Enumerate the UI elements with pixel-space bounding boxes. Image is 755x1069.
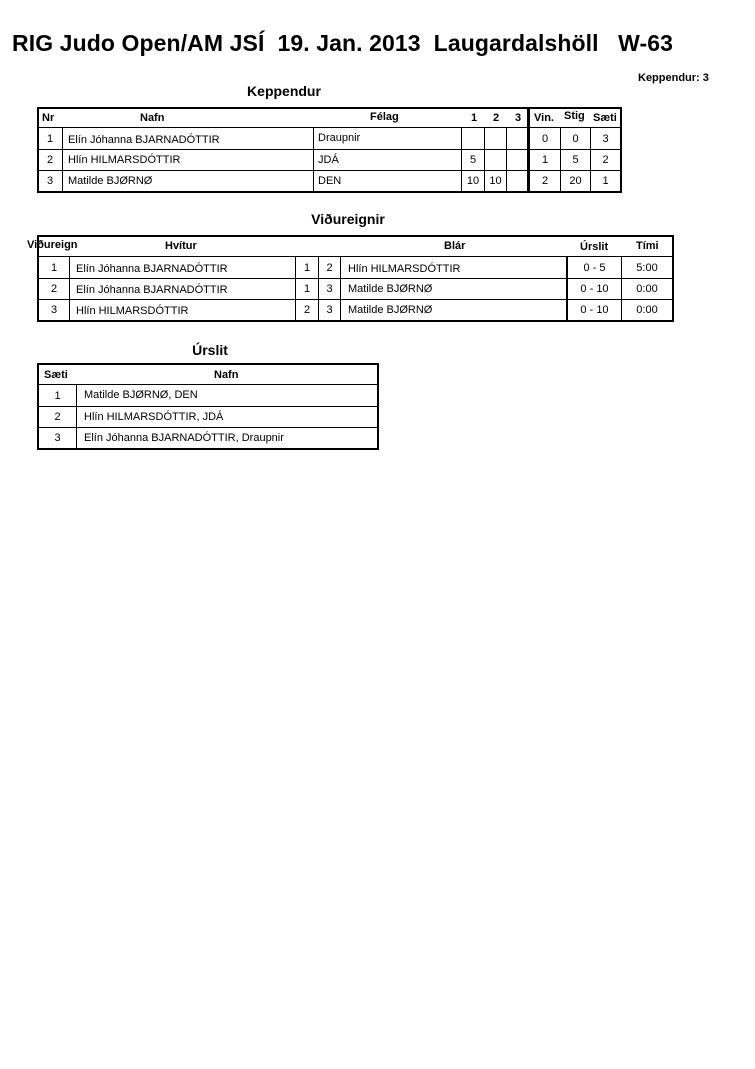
col-header-wins: Vin.	[534, 112, 554, 124]
competitor-club: Draupnir	[318, 132, 361, 144]
competitor-wins: 1	[541, 154, 549, 166]
competitor-nr: 1	[46, 133, 54, 145]
col-header-result: Úrslit	[580, 241, 609, 253]
col-header-time: Tími	[636, 240, 659, 252]
competitor-points: 0	[572, 133, 579, 145]
match-blue-nr: 3	[326, 304, 333, 316]
match-nr: 2	[50, 283, 58, 295]
competitor-club: JDÁ	[318, 154, 339, 166]
result-place: 2	[54, 411, 61, 423]
competitor-nr: 3	[46, 175, 54, 187]
match-white-nr: 2	[303, 304, 311, 316]
col-header-place: Sæti	[44, 369, 68, 381]
col-header-place: Sæti	[593, 112, 617, 124]
result-place: 3	[54, 432, 61, 444]
match-time: 5:00	[636, 262, 658, 274]
col-header-round-2: 2	[492, 112, 500, 124]
match-result: 0 - 10	[580, 304, 609, 316]
competitor-place: 3	[602, 133, 609, 145]
competitor-round-2: 10	[489, 175, 502, 187]
col-header-round-1: 1	[470, 112, 478, 124]
result-name: Hlín HILMARSDÓTTIR, JDÁ	[84, 411, 224, 423]
match-blue-nr: 2	[326, 262, 333, 274]
competitors-section-title: Keppendur	[247, 83, 321, 99]
competitor-name: Matilde BJØRNØ	[68, 175, 153, 187]
competitor-name: Elín Jóhanna BJARNADÓTTIR	[68, 134, 220, 146]
col-header-points: Stig	[564, 110, 585, 122]
competitor-name: Hlín HILMARSDÓTTIR	[68, 154, 181, 166]
competitor-round-1: 5	[469, 154, 477, 166]
match-white-nr: 1	[303, 283, 311, 295]
competitor-club: DEN	[318, 175, 342, 187]
competitor-place: 2	[602, 154, 609, 166]
competitors-count-label: Keppendur:	[638, 72, 700, 84]
col-header-match: Viðureign	[27, 239, 78, 251]
match-blue-name: Matilde BJØRNØ	[348, 283, 433, 295]
col-header-white: Hvítur	[165, 240, 197, 252]
competitor-wins: 2	[541, 175, 549, 187]
result-place: 1	[54, 390, 61, 402]
competitor-place: 1	[602, 175, 609, 187]
match-result: 0 - 10	[580, 283, 609, 295]
result-name: Matilde BJØRNØ, DEN	[84, 389, 198, 401]
competitor-points: 5	[572, 154, 579, 166]
match-result: 0 - 5	[583, 262, 606, 274]
match-time: 0:00	[636, 304, 658, 316]
match-blue-name: Hlín HILMARSDÓTTIR	[348, 263, 461, 275]
match-white-name: Elín Jóhanna BJARNADÓTTIR	[76, 263, 228, 275]
competitors-count	[638, 72, 709, 84]
col-header-name: Nafn	[214, 369, 239, 381]
match-white-name: Elín Jóhanna BJARNADÓTTIR	[76, 284, 228, 296]
col-header-round-3: 3	[514, 112, 522, 124]
col-header-name: Nafn	[140, 112, 165, 124]
match-white-nr: 1	[303, 262, 311, 274]
match-blue-name: Matilde BJØRNØ	[348, 304, 433, 316]
match-blue-nr: 3	[326, 283, 333, 295]
col-header-club: Félag	[370, 111, 399, 123]
match-time: 0:00	[636, 283, 658, 295]
results-section-title: Úrslit	[192, 342, 228, 358]
competitor-points: 20	[569, 175, 582, 187]
competitor-round-1: 10	[466, 175, 480, 187]
competitor-nr: 2	[46, 154, 54, 166]
result-name: Elín Jóhanna BJARNADÓTTIR, Draupnir	[84, 432, 284, 444]
col-header-blue: Blár	[444, 240, 466, 252]
competitor-wins: 0	[541, 133, 549, 145]
match-nr: 1	[50, 262, 58, 274]
page-title: RIG Judo Open/AM JSÍ 19. Jan. 2013 Laugardalshöll W-63	[12, 30, 674, 56]
col-header-nr: Nr	[42, 112, 55, 124]
match-nr: 3	[50, 304, 58, 316]
match-white-name: Hlín HILMARSDÓTTIR	[76, 305, 189, 317]
competitors-count-value: 3	[702, 72, 709, 84]
matches-section-title: Viðureignir	[311, 211, 385, 227]
